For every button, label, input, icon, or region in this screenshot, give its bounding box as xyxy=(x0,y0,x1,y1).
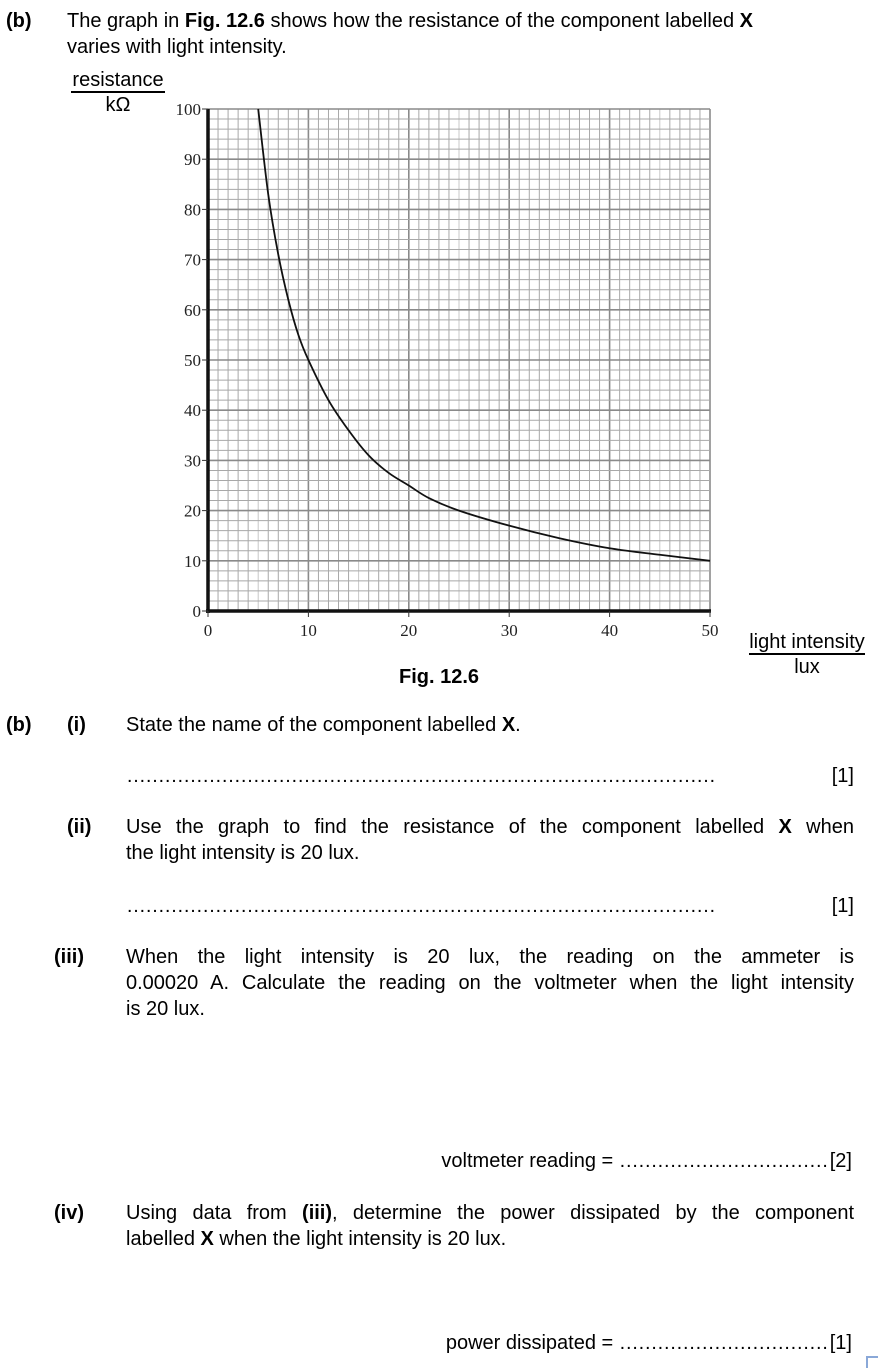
y-tick-label: 40 xyxy=(184,401,201,421)
grid xyxy=(208,109,710,611)
question-iv-line2-end: when the light intensity is 20 lux. xyxy=(213,1228,507,1250)
question-ii-text-main: Use the graph to find the resistance of the component labelled xyxy=(126,816,779,838)
question-ii-label: (ii) xyxy=(67,816,92,838)
series xyxy=(258,109,710,561)
y-tick-label: 30 xyxy=(184,451,201,471)
question-iv-text-end: , determine the power dissipated by the component xyxy=(332,1202,854,1224)
y-axis-quantity: resistance xyxy=(72,69,164,91)
component-x-ref: X xyxy=(501,714,516,736)
part-iii-ref: (iii) xyxy=(302,1202,333,1224)
y-tick-label: 10 xyxy=(184,551,201,571)
y-tick-label: 50 xyxy=(184,351,201,370)
x-tick-label: 40 xyxy=(601,621,619,640)
question-iii-line2: 0.00020 A. Calculate the reading on the voltmeter when the light intensity xyxy=(126,972,854,994)
y-tick-label: 100 xyxy=(175,100,201,119)
question-i-text-main: State the name of the component labelled xyxy=(126,714,502,736)
x-axis-quantity: light intensity xyxy=(749,631,865,653)
question-ii-text-line2: the light intensity is 20 lux. xyxy=(126,842,360,864)
question-iii-line1: When the light intensity is 20 lux, the reading on the ammeter is xyxy=(126,946,854,968)
intro-line-2: varies with light intensity. xyxy=(67,36,287,58)
x-tick-label: 30 xyxy=(500,621,518,640)
question-part-label: (b) xyxy=(6,714,32,736)
power-dissipated-label: power dissipated = xyxy=(445,1332,619,1354)
resize-corner-icon xyxy=(866,1356,878,1368)
answer-iv[interactable] xyxy=(446,1330,852,1356)
intro-text: The graph in xyxy=(67,10,185,32)
question-iv-text-main: Using data from xyxy=(126,1202,303,1224)
question-iv-line2-start: labelled xyxy=(126,1228,201,1250)
question-iv-label: (iv) xyxy=(54,1202,84,1224)
answer-i-marks: [1] xyxy=(831,765,854,787)
question-i-text xyxy=(126,712,521,738)
intro-text-mid: shows how the resistance of the component labelled xyxy=(264,10,740,32)
question-ii-text xyxy=(126,814,854,866)
answer-iii-dotted-line[interactable]: …………………………… xyxy=(618,1150,828,1172)
question-ii-text-end: when xyxy=(791,816,854,838)
component-x-ref: X xyxy=(739,10,753,32)
x-tick-label: 0 xyxy=(203,621,213,640)
question-i-text-end: . xyxy=(515,714,521,736)
x-axis-unit: lux xyxy=(794,656,820,678)
answer-i-dotted-line[interactable]: ………………………………………………………………………………… xyxy=(126,765,715,787)
fig-reference: Fig. 12.6 xyxy=(184,10,265,32)
y-tick-label: 90 xyxy=(184,150,201,170)
resistance-curve xyxy=(258,109,710,561)
answer-ii[interactable] xyxy=(126,893,854,919)
answer-ii-dotted-line[interactable]: ………………………………………………………………………………… xyxy=(126,895,715,917)
x-tick-label: 50 xyxy=(701,621,719,640)
x-axis-label xyxy=(740,630,874,679)
question-i-label: (i) xyxy=(67,714,86,736)
component-x-ref: X xyxy=(778,816,792,838)
y-tick-label: 0 xyxy=(192,602,201,621)
answer-iv-marks: [1] xyxy=(829,1332,852,1354)
y-tick-label: 20 xyxy=(184,501,201,521)
x-tick-label: 10 xyxy=(299,621,317,640)
part-label: (b) xyxy=(6,10,32,32)
answer-i[interactable] xyxy=(126,763,854,789)
question-iii-line3: is 20 lux. xyxy=(126,998,205,1020)
voltmeter-reading-label: voltmeter reading = xyxy=(441,1150,619,1172)
question-iii-label: (iii) xyxy=(54,946,84,968)
y-tick-label: 60 xyxy=(184,300,201,320)
question-iii-text xyxy=(126,944,854,1022)
answer-iv-dotted-line[interactable]: …………………………… xyxy=(618,1332,828,1354)
question-iv-text xyxy=(126,1200,854,1252)
answer-ii-marks: [1] xyxy=(831,895,854,917)
x-tick-label: 20 xyxy=(400,621,418,640)
y-axis-unit: kΩ xyxy=(105,94,131,116)
resistance-light-graph xyxy=(0,0,878,650)
y-tick-label: 80 xyxy=(184,200,201,220)
y-tick-label: 70 xyxy=(184,250,201,270)
component-x-ref: X xyxy=(200,1228,214,1250)
answer-iii[interactable] xyxy=(441,1148,852,1174)
answer-iii-marks: [2] xyxy=(829,1150,852,1172)
figure-caption: Fig. 12.6 xyxy=(399,666,480,688)
